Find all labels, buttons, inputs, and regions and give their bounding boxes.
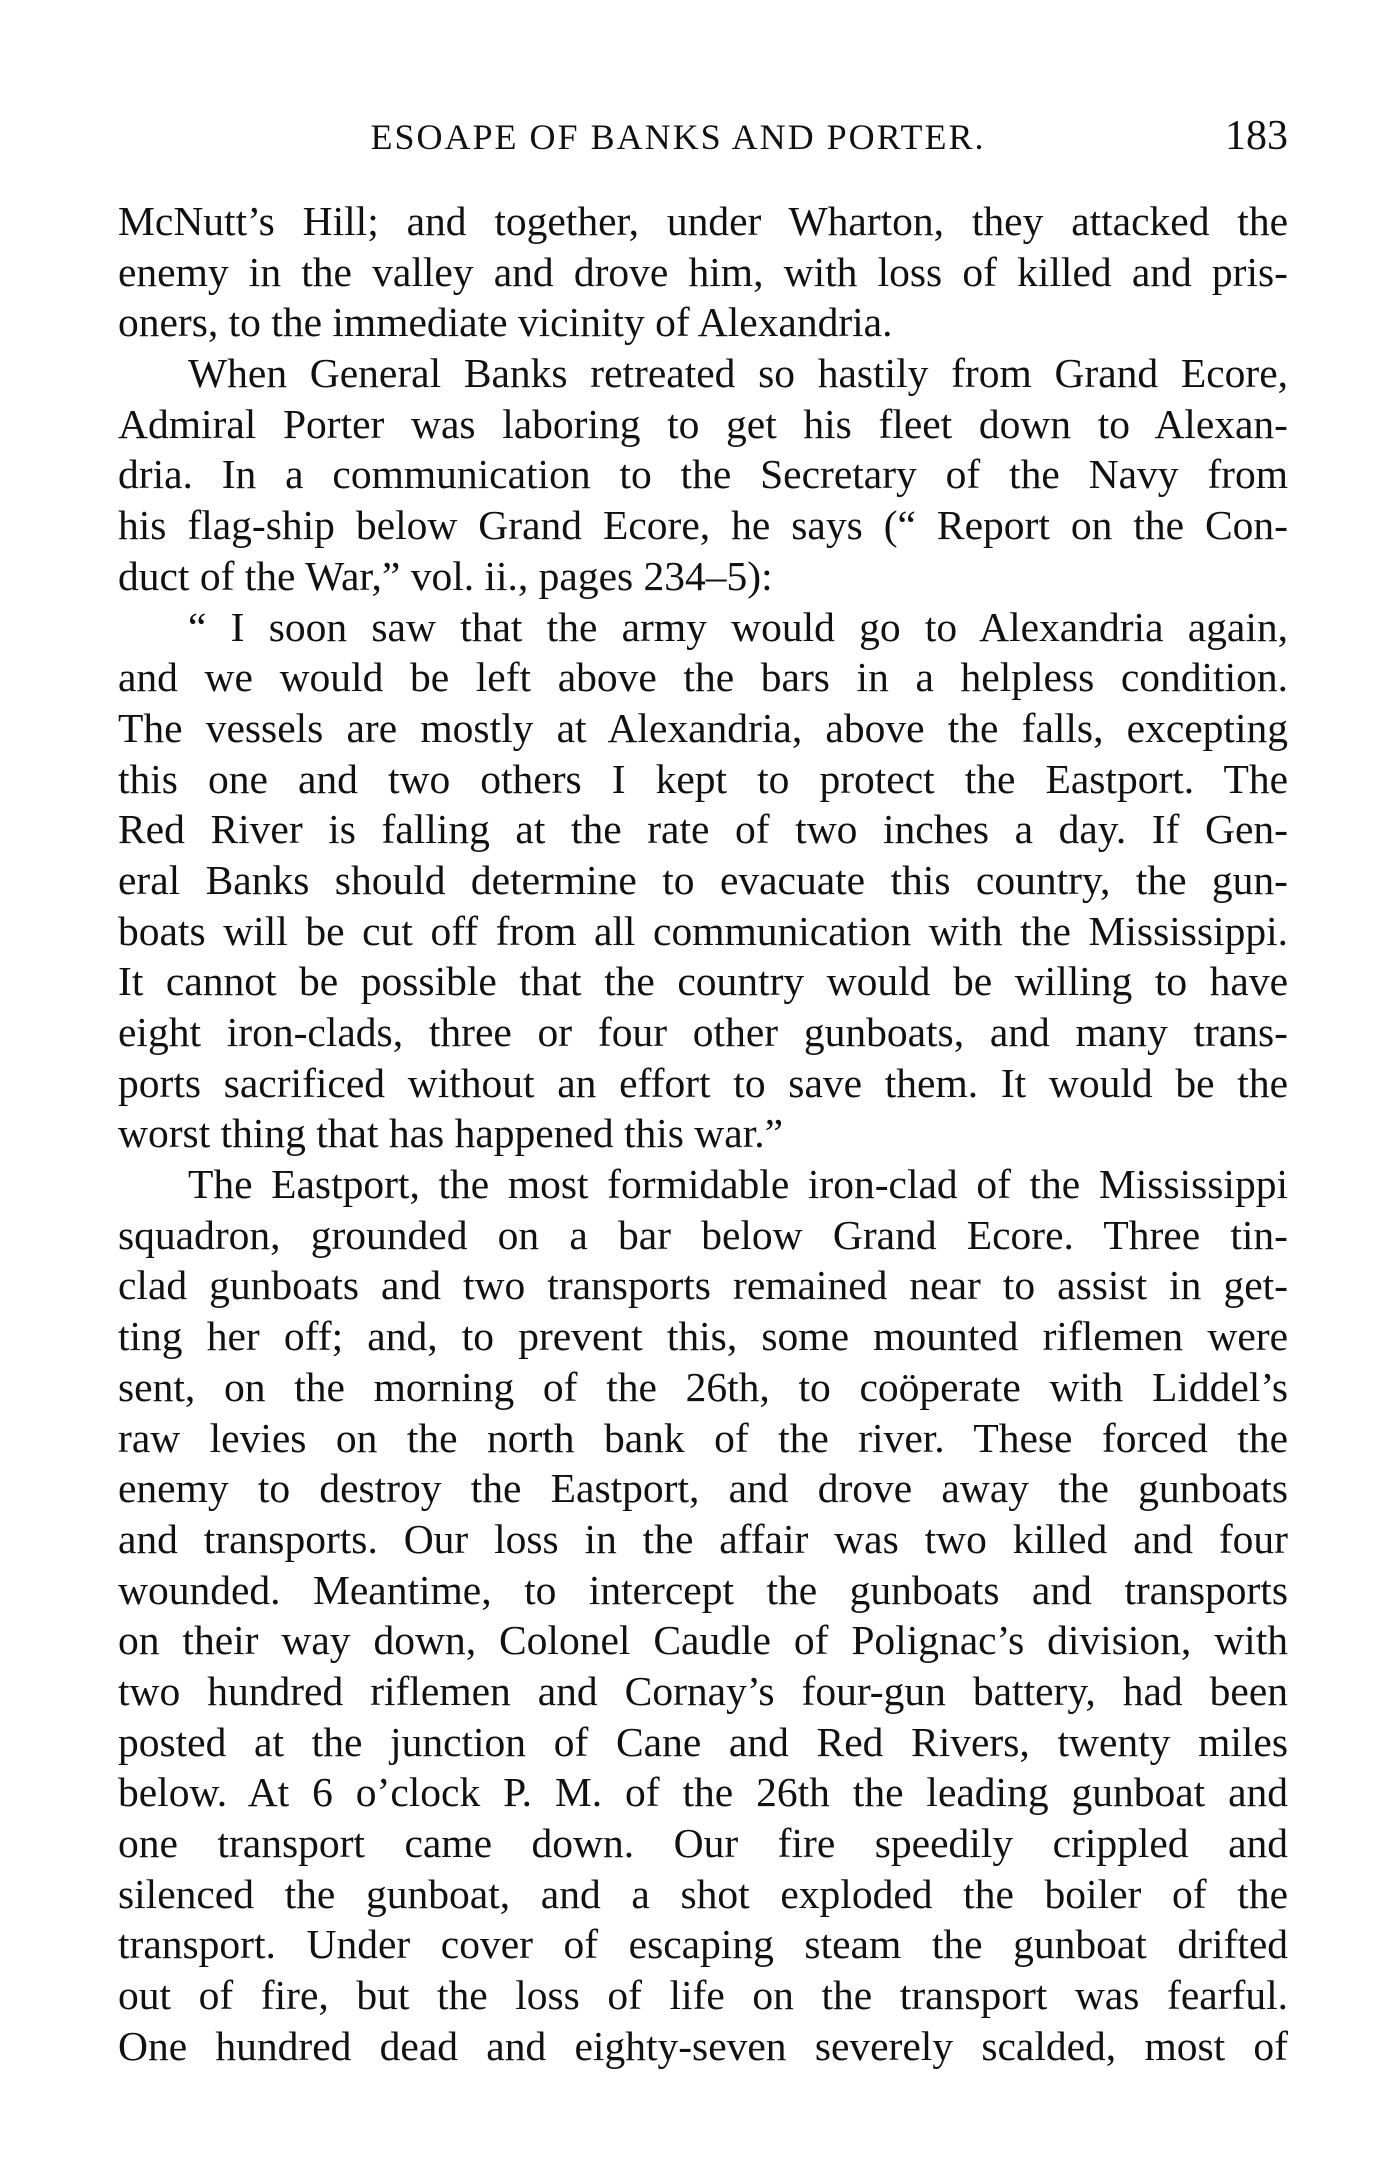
text-line: Admiral Porter was laboring to get his fleet down to Alexan-: [118, 400, 1288, 447]
text-line: silenced the gunboat, and a shot exploded the boiler of the: [118, 1870, 1288, 1917]
text-line: When General Banks retreated so hastily from Grand Ecore,: [188, 350, 1288, 397]
text-line: and transports. Our loss in the affair was two killed and four: [118, 1515, 1288, 1562]
text-line: worst thing that has happened this war.”: [118, 1110, 784, 1157]
text-line: below. At 6 o’clock P. M. of the 26th the leading gunboat and: [118, 1769, 1288, 1816]
text-line: The Eastport, the most formidable iron-clad of the Mississippi: [188, 1161, 1288, 1208]
text-line: It cannot be possible that the country would be willing to have: [118, 958, 1288, 1005]
text-line: oners, to the immediate vicinity of Alexandria.: [118, 299, 893, 346]
text-line: squadron, grounded on a bar below Grand Ecore. Three tin-: [118, 1211, 1288, 1258]
text-line: eight iron-clads, three or four other gunboats, and many trans-: [118, 1009, 1288, 1055]
text-line: Red River is falling at the rate of two inches a day. If Gen-: [118, 806, 1288, 853]
text-line: transport. Under cover of escaping steam the gunboat drifted: [118, 1921, 1288, 1968]
text-line: wounded. Meantime, to intercept the gunboats and transports: [118, 1566, 1288, 1613]
text-line: his flag-ship below Grand Ecore, he says (“ Report on the Con-: [118, 502, 1288, 549]
running-head: [118, 112, 1288, 162]
text-line: and we would be left above the bars in a helpless condition.: [118, 654, 1288, 701]
text-line: enemy to destroy the Eastport, and drove away the gunboats: [118, 1465, 1288, 1512]
text-line: The vessels are mostly at Alexandria, above the falls, excepting: [118, 704, 1288, 751]
text-line: two hundred riflemen and Cornay’s four-gun battery, had been: [118, 1667, 1288, 1714]
text-line: “ I soon saw that the army would go to Alexandria again,: [188, 603, 1288, 650]
text-line: boats will be cut off from all communication with the Mississippi.: [118, 907, 1288, 954]
text-line: duct of the War,” vol. ii., pages 234–5):: [118, 552, 773, 599]
text-line: raw levies on the north bank of the river. These forced the: [118, 1414, 1288, 1461]
text-line: McNutt’s Hill; and together, under Wharton, they attacked the: [118, 198, 1288, 244]
book-page: [118, 0, 1288, 2161]
text-line: ports sacrificed without an effort to save them. It would be the: [118, 1059, 1288, 1106]
text-line: One hundred dead and eighty-seven severely scalded, most of: [118, 2022, 1288, 2069]
body-text: [118, 196, 1288, 2071]
text-line: one transport came down. Our fire speedily crippled and: [118, 1820, 1288, 1866]
text-line: eral Banks should determine to evacuate this country, the gun-: [118, 856, 1288, 903]
text-line: ting her off; and, to prevent this, some mounted riflemen were: [118, 1313, 1288, 1360]
text-line: sent, on the morning of the 26th, to coöperate with Liddel’s: [118, 1363, 1288, 1410]
text-line: out of fire, but the loss of life on the transport was fearful.: [118, 1972, 1288, 2019]
running-title: ESOAPE OF BANKS AND PORTER.: [370, 117, 986, 157]
text-line: dria. In a communication to the Secretary of the Navy from: [118, 451, 1288, 498]
page-number: 183: [1225, 113, 1288, 159]
text-line: enemy in the valley and drove him, with loss of killed and pris-: [118, 248, 1288, 295]
text-line: on their way down, Colonel Caudle of Polignac’s division, with: [118, 1617, 1288, 1664]
text-line: posted at the junction of Cane and Red Rivers, twenty miles: [118, 1718, 1288, 1765]
text-line: clad gunboats and two transports remained near to assist in get-: [118, 1262, 1288, 1309]
text-line: this one and two others I kept to protect the Eastport. The: [118, 755, 1288, 802]
